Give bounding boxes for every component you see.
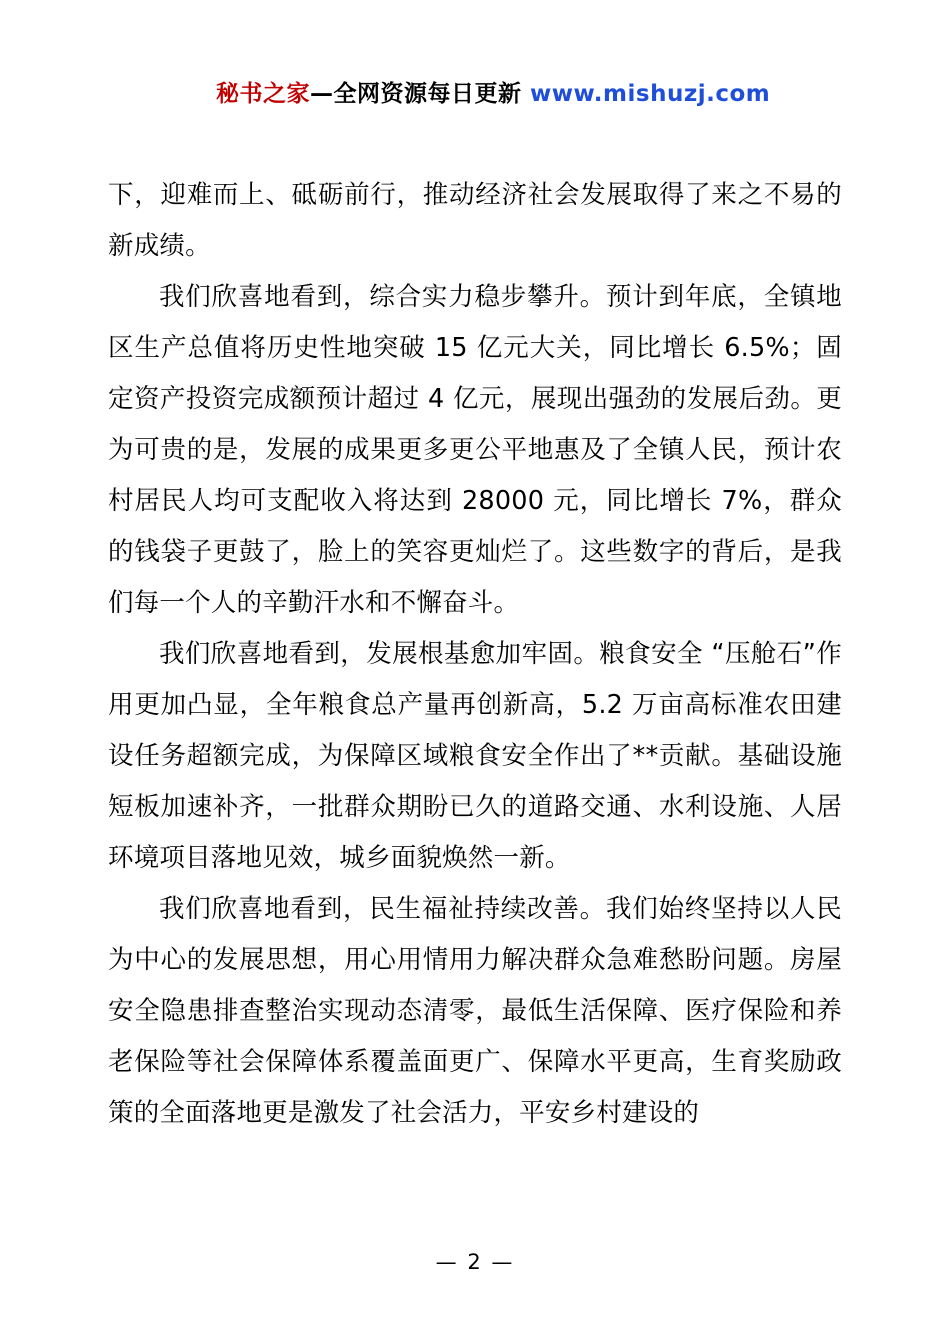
document-body (108, 170, 842, 1139)
page-number: — 2 — (435, 1250, 515, 1274)
paragraph-3: 我们欣喜地看到，发展根基愈加牢固。粮食安全 “压舱石”作用更加凸显，全年粮食总产量再创新高，5.2 万亩高标准农田建设任务超额完成，为保障区域粮食安全作出了**贡献。基础设施短板加速补齐，一批群众期盼已久的道路交通、水利设施、人居环境项目落地见效，城乡面貌焕然一新。 (108, 639, 842, 874)
site-url[interactable]: www.mishuzj.com (530, 81, 771, 107)
site-brand: 秘书之家 (216, 81, 310, 107)
paragraph-4: 我们欣喜地看到，民生福祉持续改善。我们始终坚持以人民为中心的发展思想，用心用情用力解决群众急难愁盼问题。房屋安全隐患排查整治实现动态清零，最低生活保障、医疗保险和养老保险等社会保障体系覆盖面更广、保障水平更高，生育奖励政策的全面落地更是激发了社会活力，平安乡村建设的 (108, 894, 842, 1129)
site-tagline: —全网资源每日更新 (310, 81, 531, 107)
site-header (216, 78, 842, 110)
paragraph-1: 下，迎难而上、砥砺前行，推动经济社会发展取得了来之不易的新成绩。 (108, 180, 842, 262)
paragraph-2: 我们欣喜地看到，综合实力稳步攀升。预计到年底，全镇地区生产总值将历史性地突破 15 亿元大关，同比增长 6.5%；固定资产投资完成额预计超过 4 亿元，展现出强劲的发展后劲。更为可贵的是，发展的成果更多更公平地惠及了全镇人民，预计农村居民人均可支配收入将达到 28000 元，同比增长 7%，群众的钱袋子更鼓了，脸上的笑容更灿烂了。这些数字的背后，是我们每一个人的辛勤汗水和不懈奋斗。 (108, 282, 842, 619)
